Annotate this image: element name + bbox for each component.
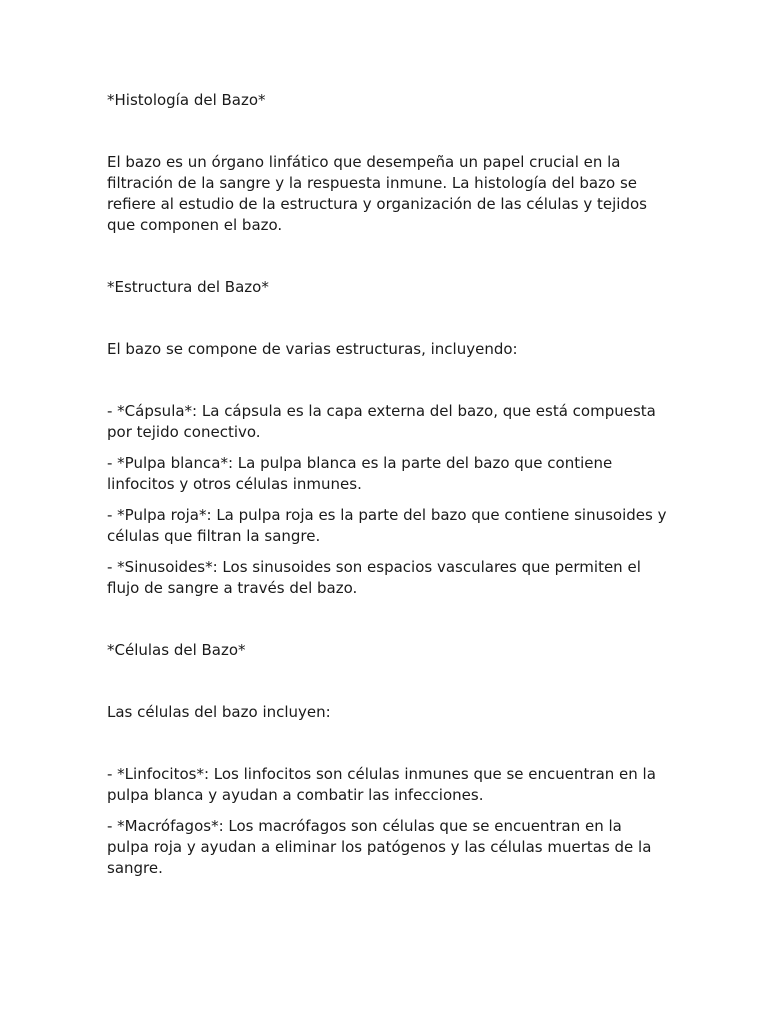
document-page <box>107 90 667 879</box>
list-item-pulpa-blanca: - *Pulpa blanca*: La pulpa blanca es la parte del bazo que contiene linfocitos y otros células inmunes. <box>107 454 613 493</box>
list-item-macrofagos: - *Macrófagos*: Los macrófagos son células que se encuentran en la pulpa roja y ayudan a eliminar los patógenos y las células muertas de la sangre. <box>107 817 652 877</box>
cells-intro: Las células del bazo incluyen: <box>107 703 331 721</box>
heading-cells: *Células del Bazo* <box>107 641 246 659</box>
intro-paragraph: El bazo es un órgano linfático que desempeña un papel crucial en la filtración de la sangre y la respuesta inmune. La histología del bazo se refiere al estudio de la estructura y organización de las células y tejidos que componen el bazo. <box>107 153 647 234</box>
structure-intro: El bazo se compone de varias estructuras, incluyendo: <box>107 340 518 358</box>
heading-structure: *Estructura del Bazo* <box>107 278 269 296</box>
list-item-sinusoides: - *Sinusoides*: Los sinusoides son espacios vasculares que permiten el flujo de sangre a través del bazo. <box>107 558 641 597</box>
list-item-pulpa-roja: - *Pulpa roja*: La pulpa roja es la parte del bazo que contiene sinusoides y células que filtran la sangre. <box>107 506 667 545</box>
heading-histology: *Histología del Bazo* <box>107 91 266 109</box>
list-item-capsula: - *Cápsula*: La cápsula es la capa externa del bazo, que está compuesta por tejido conectivo. <box>107 402 656 441</box>
list-item-linfocitos: - *Linfocitos*: Los linfocitos son células inmunes que se encuentran en la pulpa blanca y ayudan a combatir las infecciones. <box>107 765 656 804</box>
